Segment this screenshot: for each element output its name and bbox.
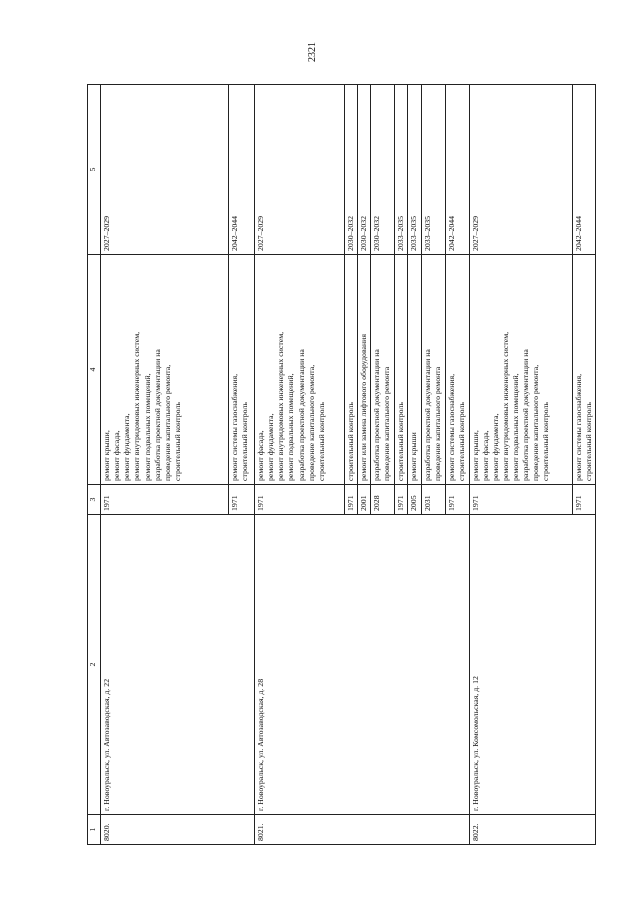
- record-period: 2027–2029: [101, 85, 229, 255]
- record-period: 2027–2029: [469, 85, 572, 255]
- record-year: 1971: [395, 485, 408, 515]
- page-number: 2321: [307, 42, 318, 62]
- record-number: 8020.: [101, 815, 255, 845]
- record-period: 2030–2032: [358, 85, 371, 255]
- record-work: ремонт или замена лифтового оборудования: [358, 255, 371, 485]
- table-row: [469, 85, 572, 845]
- record-year: 1971: [345, 485, 358, 515]
- record-work: ремонт системы газоснабжения, строительный контроль: [445, 255, 469, 485]
- record-period: 2033–2035: [408, 85, 421, 255]
- record-period: 2042–2044: [572, 85, 595, 255]
- repair-schedule-sheet: [87, 85, 593, 845]
- record-work: ремонт крыши, ремонт фасада, ремонт фундамента, ремонт внутридомовых инженерных систем, ремонт подвальных помещений, разработка проектной документации на проведение капитального ремонта, строительный контроль: [469, 255, 572, 485]
- record-address: г. Новоуральск, ул. Автозаводская, д. 22: [101, 515, 255, 815]
- record-number: 8022.: [469, 815, 595, 845]
- table-row: [101, 85, 229, 845]
- column-header-5: 5: [88, 85, 101, 255]
- record-year: 1971: [445, 485, 469, 515]
- record-period: 2027–2029: [255, 85, 345, 255]
- record-period: 2042–2044: [445, 85, 469, 255]
- column-header-3: 3: [88, 485, 101, 515]
- record-year: 2028: [371, 485, 395, 515]
- repair-schedule-table: [87, 84, 596, 845]
- record-year: 1971: [229, 485, 255, 515]
- column-header-1: 1: [88, 815, 101, 845]
- record-address: г. Новоуральск, ул. Комсомольская, д. 12: [469, 515, 595, 815]
- column-number-row: [88, 85, 101, 845]
- record-work: ремонт крыши: [408, 255, 421, 485]
- record-year: 2031: [421, 485, 445, 515]
- record-period: 2033–2035: [395, 85, 408, 255]
- record-year: 1971: [101, 485, 229, 515]
- record-period: 2030–2032: [371, 85, 395, 255]
- record-period: 2042–2044: [229, 85, 255, 255]
- record-year: 2001: [358, 485, 371, 515]
- record-year: 1971: [572, 485, 595, 515]
- record-period: 2033–2035: [421, 85, 445, 255]
- record-year: 1971: [255, 485, 345, 515]
- record-work: строительный контроль: [395, 255, 408, 485]
- record-work: разработка проектной документации на проведение капитального ремонта: [371, 255, 395, 485]
- record-work: строительный контроль: [345, 255, 358, 485]
- column-header-2: 2: [88, 515, 101, 815]
- record-address: г. Новоуральск, ул. Автозаводская, д. 28: [255, 515, 470, 815]
- record-number: 8021.: [255, 815, 470, 845]
- record-work: ремонт системы газоснабжения, строительный контроль: [229, 255, 255, 485]
- column-header-4: 4: [88, 255, 101, 485]
- record-work: разработка проектной документации на проведение капитального ремонта: [421, 255, 445, 485]
- record-work: ремонт крыши, ремонт фасада, ремонт фундамента, ремонт внутридомовых инженерных систем, ремонт подвальных помещений, разработка проектной документации на проведение капитального ремонта, строительный контроль: [101, 255, 229, 485]
- record-work: ремонт системы газоснабжения, строительный контроль: [572, 255, 595, 485]
- table-row: [255, 85, 345, 845]
- record-work: ремонт фасада, ремонт фундамента, ремонт внутридомовых инженерных систем, ремонт подвальных помещений, разработка проектной документации на проведение капитального ремонта, строительный контроль: [255, 255, 345, 485]
- record-year: 2005: [408, 485, 421, 515]
- record-period: 2030–2032: [345, 85, 358, 255]
- record-year: 1971: [469, 485, 572, 515]
